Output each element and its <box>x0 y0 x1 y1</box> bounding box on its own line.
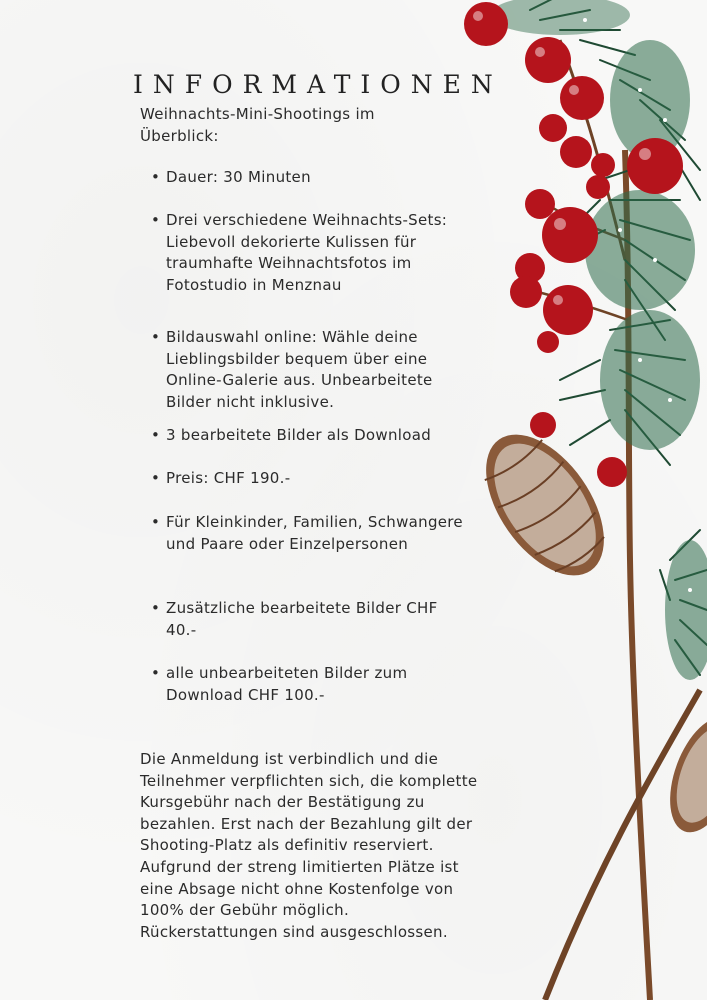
list-item: • Drei verschiedene Weihnachts-Sets: Liebevoll dekorierte Kulissen für traumhafte Weihnachtsfotos im Fotostudio in Menznau <box>149 210 469 297</box>
terms-text: Die Anmeldung ist verbindlich und die Teilnehmer verpflichten sich, die komplette Kursgebühr nach der Bestätigung zu bezahlen. Erst nach der Bezahlung gilt der Shooting-Platz als definitiv reserviert. <box>140 750 478 855</box>
list-item: • Für Kleinkinder, Familien, Schwangere und Paare oder Einzelpersonen <box>149 512 469 555</box>
terms-paragraph <box>140 749 480 943</box>
pine-cone <box>462 414 627 597</box>
branch-stem <box>545 690 700 1000</box>
list-item: • Zusätzliche bearbeitete Bilder CHF 40.- <box>149 598 469 641</box>
intro-text: Weihnachts-Mini-Shootings im Überblick: <box>140 105 375 145</box>
pine-cone <box>656 708 707 841</box>
list-item: • 3 bearbeitete Bilder als Download <box>149 425 469 447</box>
list-item: • Preis: CHF 190.- <box>149 468 469 490</box>
list-item: • Bildauswahl online: Wähle deine Lieblingsbilder bequem über eine Online-Galerie aus. Unbearbeitete Bilder nicht inklusive. <box>149 327 469 414</box>
page-title: INFORMATIONEN <box>133 70 503 99</box>
list-item: • Dauer: 30 Minuten <box>149 167 469 189</box>
terms-text: Aufgrund der streng limitierten Plätze ist eine Absage nicht ohne Kostenfolge von 100% der Gebühr möglich. Rückerstattungen sind ausgeschlossen. <box>140 857 459 941</box>
list-item: • alle unbearbeiteten Bilder zum Download CHF 100.- <box>149 663 469 706</box>
